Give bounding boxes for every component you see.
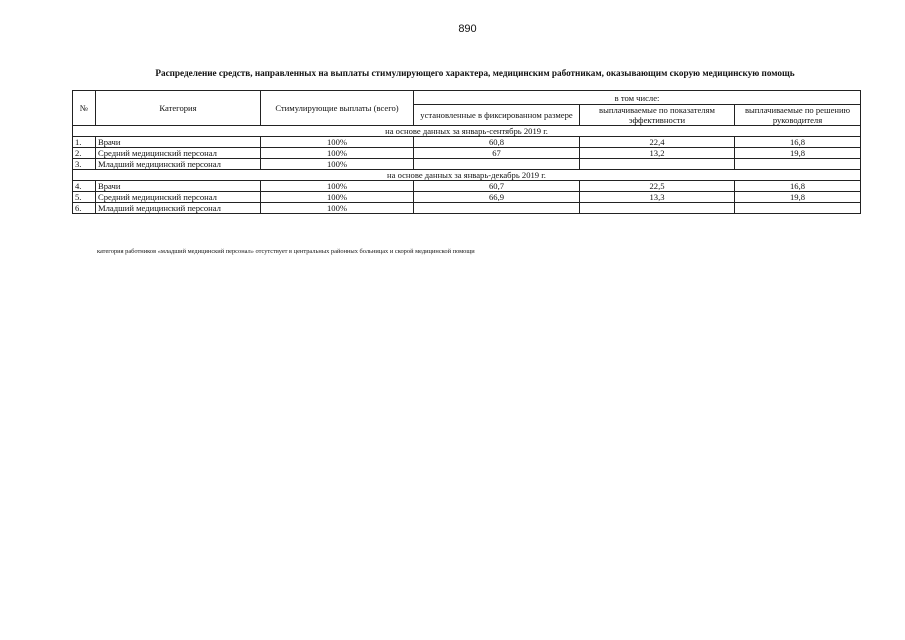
cell-efficiency: 22,4: [580, 137, 735, 148]
footnote: категория работников «младший медицинский персонал» отсутствует в центральных районных больницах и скорой медицинской помощи: [97, 248, 475, 255]
cell-manager: [735, 203, 861, 214]
table-row: [73, 159, 861, 170]
cell-category: Средний медицинский персонал: [96, 148, 261, 159]
cell-manager: 16,8: [735, 181, 861, 192]
table-row: [73, 203, 861, 214]
header-efficiency: выплачиваемые по показателям эффективности: [580, 105, 735, 126]
header-including: в том числе:: [414, 91, 861, 105]
table-row: [73, 192, 861, 203]
cell-manager: 19,8: [735, 192, 861, 203]
page-number: 890: [458, 23, 477, 35]
cell-no: 3.: [73, 159, 96, 170]
table-body: [73, 126, 861, 214]
cell-category: Врачи: [96, 181, 261, 192]
cell-fixed: 60,7: [414, 181, 580, 192]
cell-total: 100%: [261, 159, 414, 170]
table-header: [73, 91, 861, 126]
header-category: Категория: [96, 91, 261, 126]
section-label: на основе данных за январь-декабрь 2019 г.: [73, 170, 861, 181]
section-label: на основе данных за январь-сентябрь 2019 г.: [73, 126, 861, 137]
cell-category: Младший медицинский персонал: [96, 159, 261, 170]
header-manager: выплачиваемые по решению руководителя: [735, 105, 861, 126]
cell-total: 100%: [261, 148, 414, 159]
cell-fixed: 66,9: [414, 192, 580, 203]
cell-efficiency: 22,5: [580, 181, 735, 192]
cell-fixed: [414, 203, 580, 214]
cell-manager: 16,8: [735, 137, 861, 148]
cell-manager: [735, 159, 861, 170]
payments-table: [72, 90, 861, 214]
cell-total: 100%: [261, 181, 414, 192]
cell-fixed: 60,8: [414, 137, 580, 148]
cell-total: 100%: [261, 137, 414, 148]
cell-no: 6.: [73, 203, 96, 214]
section-header: [73, 170, 861, 181]
cell-no: 5.: [73, 192, 96, 203]
cell-no: 4.: [73, 181, 96, 192]
table-row: [73, 137, 861, 148]
table-row: [73, 181, 861, 192]
cell-efficiency: 13,3: [580, 192, 735, 203]
cell-category: Младший медицинский персонал: [96, 203, 261, 214]
cell-no: 1.: [73, 137, 96, 148]
cell-efficiency: 13,2: [580, 148, 735, 159]
header-total: Стимулирующие выплаты (всего): [261, 91, 414, 126]
cell-no: 2.: [73, 148, 96, 159]
cell-category: Средний медицинский персонал: [96, 192, 261, 203]
cell-fixed: [414, 159, 580, 170]
header-fixed: установленные в фиксированном размере: [414, 105, 580, 126]
cell-category: Врачи: [96, 137, 261, 148]
cell-total: 100%: [261, 203, 414, 214]
cell-fixed: 67: [414, 148, 580, 159]
section-header: [73, 126, 861, 137]
cell-efficiency: [580, 203, 735, 214]
cell-efficiency: [580, 159, 735, 170]
cell-total: 100%: [261, 192, 414, 203]
document-title: Распределение средств, направленных на выплаты стимулирующего характера, медицинским работникам, оказывающим скорую медицинскую помощь: [155, 68, 795, 78]
table-row: [73, 148, 861, 159]
header-no: №: [73, 91, 96, 126]
cell-manager: 19,8: [735, 148, 861, 159]
